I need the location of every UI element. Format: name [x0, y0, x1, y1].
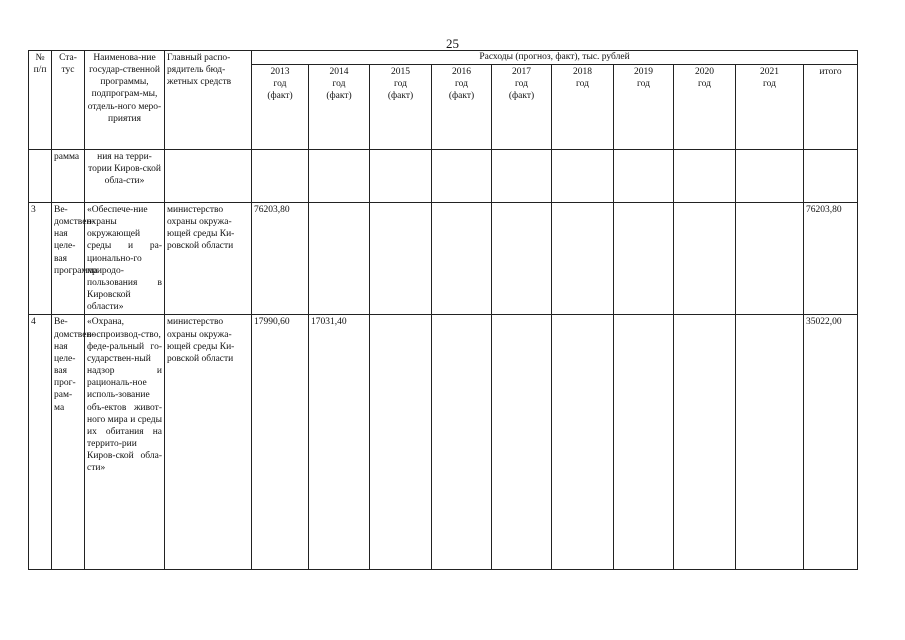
header-expenses-title: Расходы (прогноз, факт), тыс. рублей — [252, 51, 858, 65]
table-row — [29, 315, 858, 570]
cell-2014: 17031,40 — [309, 315, 370, 570]
header-year-2014: 2014 год (факт) — [309, 65, 370, 150]
header-year-2017: 2017 год (факт) — [492, 65, 552, 150]
cell-2020 — [674, 203, 736, 315]
page-number: 25 — [446, 36, 459, 51]
cell-2019 — [614, 203, 674, 315]
cell-num: 3 — [29, 203, 52, 315]
cell-total: 76203,80 — [804, 203, 858, 315]
cell-executor: министерство охраны окружа-ющей среды Ки-ровской области — [165, 315, 252, 570]
header-status: Ста-тус — [52, 51, 85, 150]
cell-2021 — [736, 203, 804, 315]
header-executor: Главный распо-рядитель бюд-жетных средств — [165, 51, 252, 150]
header-year-2018: 2018 год — [552, 65, 614, 150]
table-row — [29, 203, 858, 315]
cell-2013: 76203,80 — [252, 203, 309, 315]
expenses-table — [28, 50, 858, 570]
header-row — [29, 51, 858, 65]
cell-executor: министерство охраны окружа-ющей среды Ки-ровской области — [165, 203, 252, 315]
header-year-2020: 2020 год — [674, 65, 736, 150]
cell-2017 — [492, 315, 552, 570]
cell-name: «Охрана, воспроизвод-ство, феде-ральный го-сударствен-ный надзор и рациональ-ное исполь-зование объ-ектов живот-ного мира и среды их обитания на террито-рии Киров-ской обла-сти» — [85, 315, 165, 570]
header-total: итого — [804, 65, 858, 150]
cell-2014 — [309, 203, 370, 315]
header-num: № п/п — [29, 51, 52, 150]
cell-num — [29, 150, 52, 203]
header-year-2021: 2021 год — [736, 65, 804, 150]
cell-2019 — [614, 315, 674, 570]
table-row-continuation — [29, 150, 858, 203]
cell-total: 35022,00 — [804, 315, 858, 570]
cell-2018 — [552, 315, 614, 570]
header-year-2015: 2015 год (факт) — [370, 65, 432, 150]
cell-name: ния на терри-тории Киров-ской обла-сти» — [85, 150, 165, 203]
cell-2016 — [432, 315, 492, 570]
cell-name: «Обеспече-ние охраны окружающей среды и ра-ционально-го природо-пользования в Кировской области» — [85, 203, 165, 315]
cell-2015 — [370, 203, 432, 315]
cell-2016 — [432, 203, 492, 315]
cell-2013: 17990,60 — [252, 315, 309, 570]
cell-status: Ве-домствен-ная целе-вая прог-рам-ма — [52, 315, 85, 570]
cell-2021 — [736, 315, 804, 570]
cell-2017 — [492, 203, 552, 315]
cell-2020 — [674, 315, 736, 570]
header-year-2019: 2019 год — [614, 65, 674, 150]
cell-2015 — [370, 315, 432, 570]
cell-num: 4 — [29, 315, 52, 570]
header-name: Наименова-ние государ-ственной программы, подпрограм-мы, отдель-ного меро-приятия — [85, 51, 165, 150]
cell-executor — [165, 150, 252, 203]
cell-status: рамма — [52, 150, 85, 203]
header-year-2013: 2013 год (факт) — [252, 65, 309, 150]
cell-status: Ве-домствен-ная целе-вая программа — [52, 203, 85, 315]
header-year-2016: 2016 год (факт) — [432, 65, 492, 150]
cell-2018 — [552, 203, 614, 315]
